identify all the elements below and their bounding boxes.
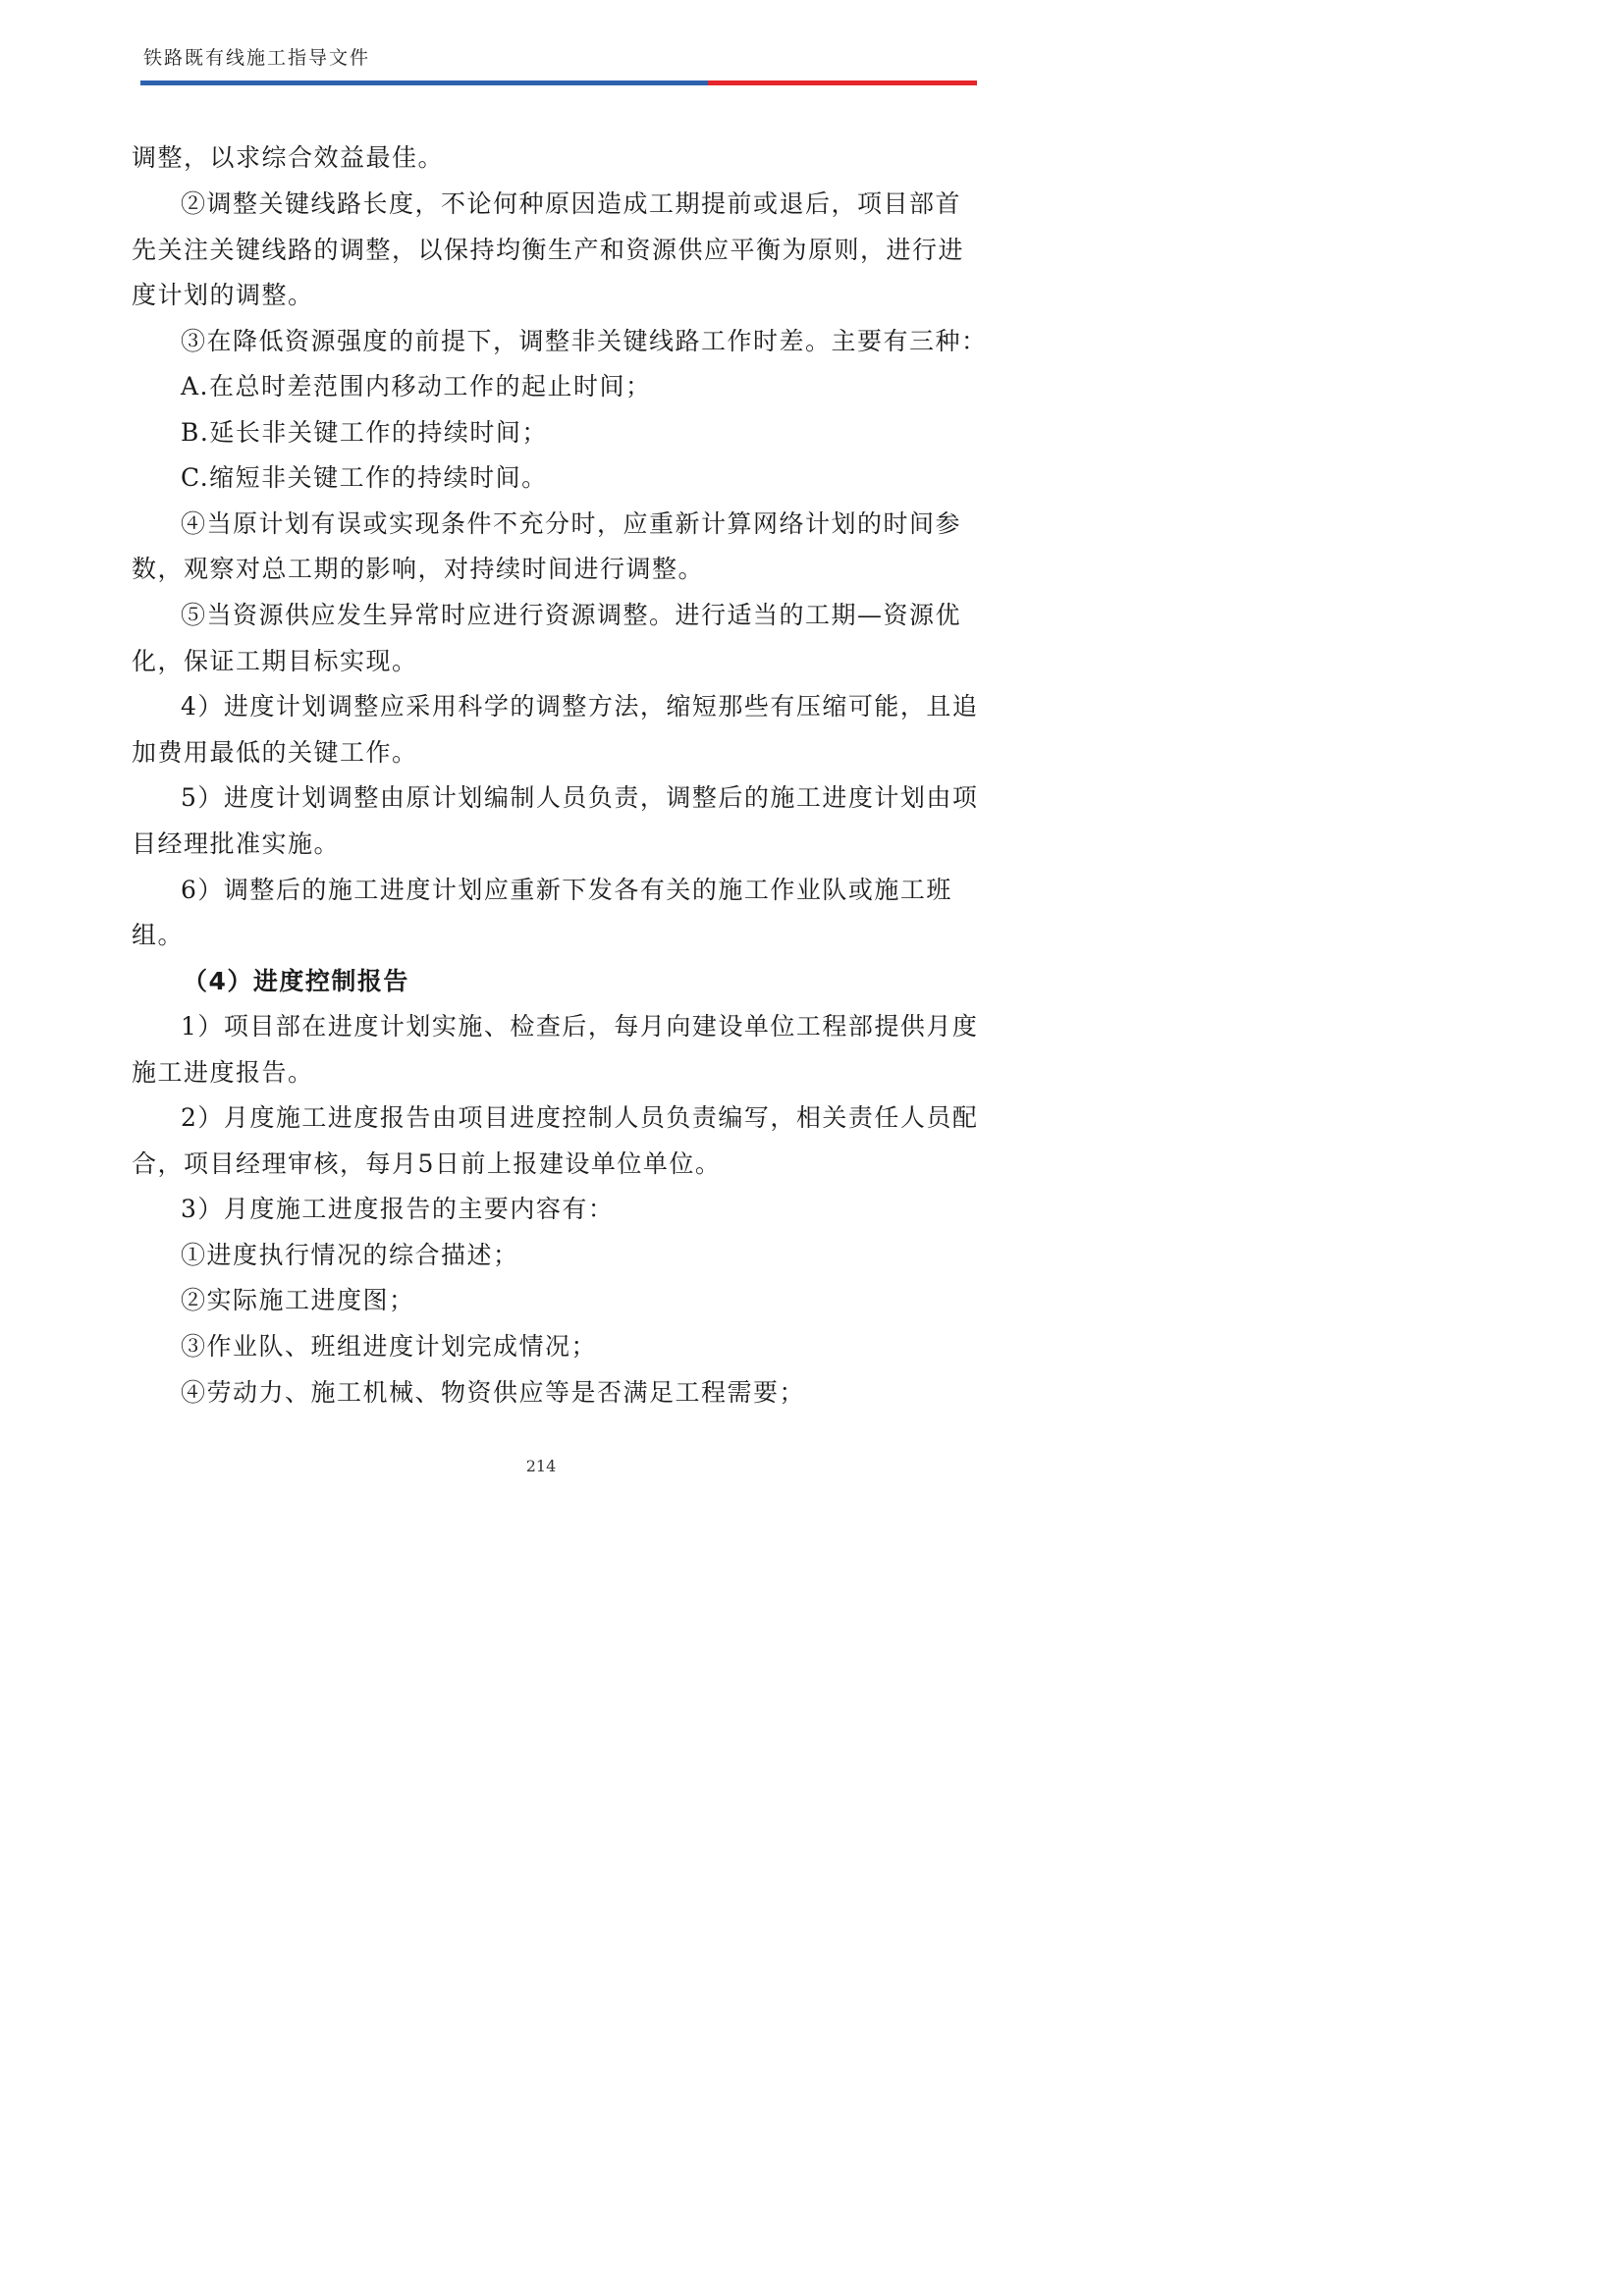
- text-line: 化，保证工期目标实现。: [132, 647, 418, 675]
- text-line: 数，观察对总工期的影响，对持续时间进行调整。: [132, 555, 705, 583]
- text-line: 合，项目经理审核，每月5日前上报建设单位单位。: [132, 1149, 722, 1178]
- text-line: ④劳动力、施工机械、物资供应等是否满足工程需要；: [181, 1378, 806, 1407]
- page-number: 214: [525, 1457, 557, 1475]
- text-line: 1）项目部在进度计划实施、检查后，每月向建设单位工程部提供月度: [181, 1012, 979, 1041]
- text-line: 6）调整后的施工进度计划应重新下发各有关的施工作业队或施工班: [181, 876, 952, 904]
- text-line: ⑤当资源供应发生异常时应进行资源调整。进行适当的工期—资源优: [181, 601, 962, 629]
- text-line: 加费用最低的关键工作。: [132, 738, 418, 767]
- text-line: 2）月度施工进度报告由项目进度控制人员负责编写，相关责任人员配: [181, 1103, 979, 1132]
- text-line: 目经理批准实施。: [132, 829, 341, 858]
- text-line: A.在总时差范围内移动工作的起止时间；: [181, 372, 652, 400]
- text-line: 度计划的调整。: [132, 281, 314, 309]
- text-line: 5）进度计划调整由原计划编制人员负责，调整后的施工进度计划由项: [181, 783, 979, 812]
- text-line: 4）进度计划调整应采用科学的调整方法，缩短那些有压缩可能，且追: [181, 692, 979, 721]
- text-line: ①进度执行情况的综合描述；: [181, 1241, 519, 1269]
- text-line: B.延长非关键工作的持续时间；: [181, 418, 548, 447]
- text-line: 施工进度报告。: [132, 1058, 314, 1087]
- text-line: 调整，以求综合效益最佳。: [132, 143, 445, 172]
- text-line: 先关注关键线路的调整，以保持均衡生产和资源供应平衡为原则，进行进: [132, 236, 965, 264]
- text-line: ③在降低资源强度的前提下，调整非关键线路工作时差。主要有三种：: [181, 327, 988, 355]
- section-heading: （4）进度控制报告: [183, 967, 409, 995]
- text-line: 组。: [132, 921, 185, 949]
- text-line: 3）月度施工进度报告的主要内容有：: [181, 1195, 615, 1223]
- text-line: C.缩短非关键工作的持续时间。: [181, 463, 548, 492]
- text-line: ③作业队、班组进度计划完成情况；: [181, 1332, 598, 1361]
- header-title: 铁路既有线施工指导文件: [143, 47, 371, 69]
- header-rule-blue: [140, 80, 708, 85]
- text-line: ②调整关键线路长度，不论何种原因造成工期提前或退后，项目部首: [181, 189, 962, 218]
- text-line: ④当原计划有误或实现条件不充分时，应重新计算网络计划的时间参: [181, 509, 962, 538]
- text-line: ②实际施工进度图；: [181, 1286, 415, 1314]
- header-rule-red: [708, 80, 977, 85]
